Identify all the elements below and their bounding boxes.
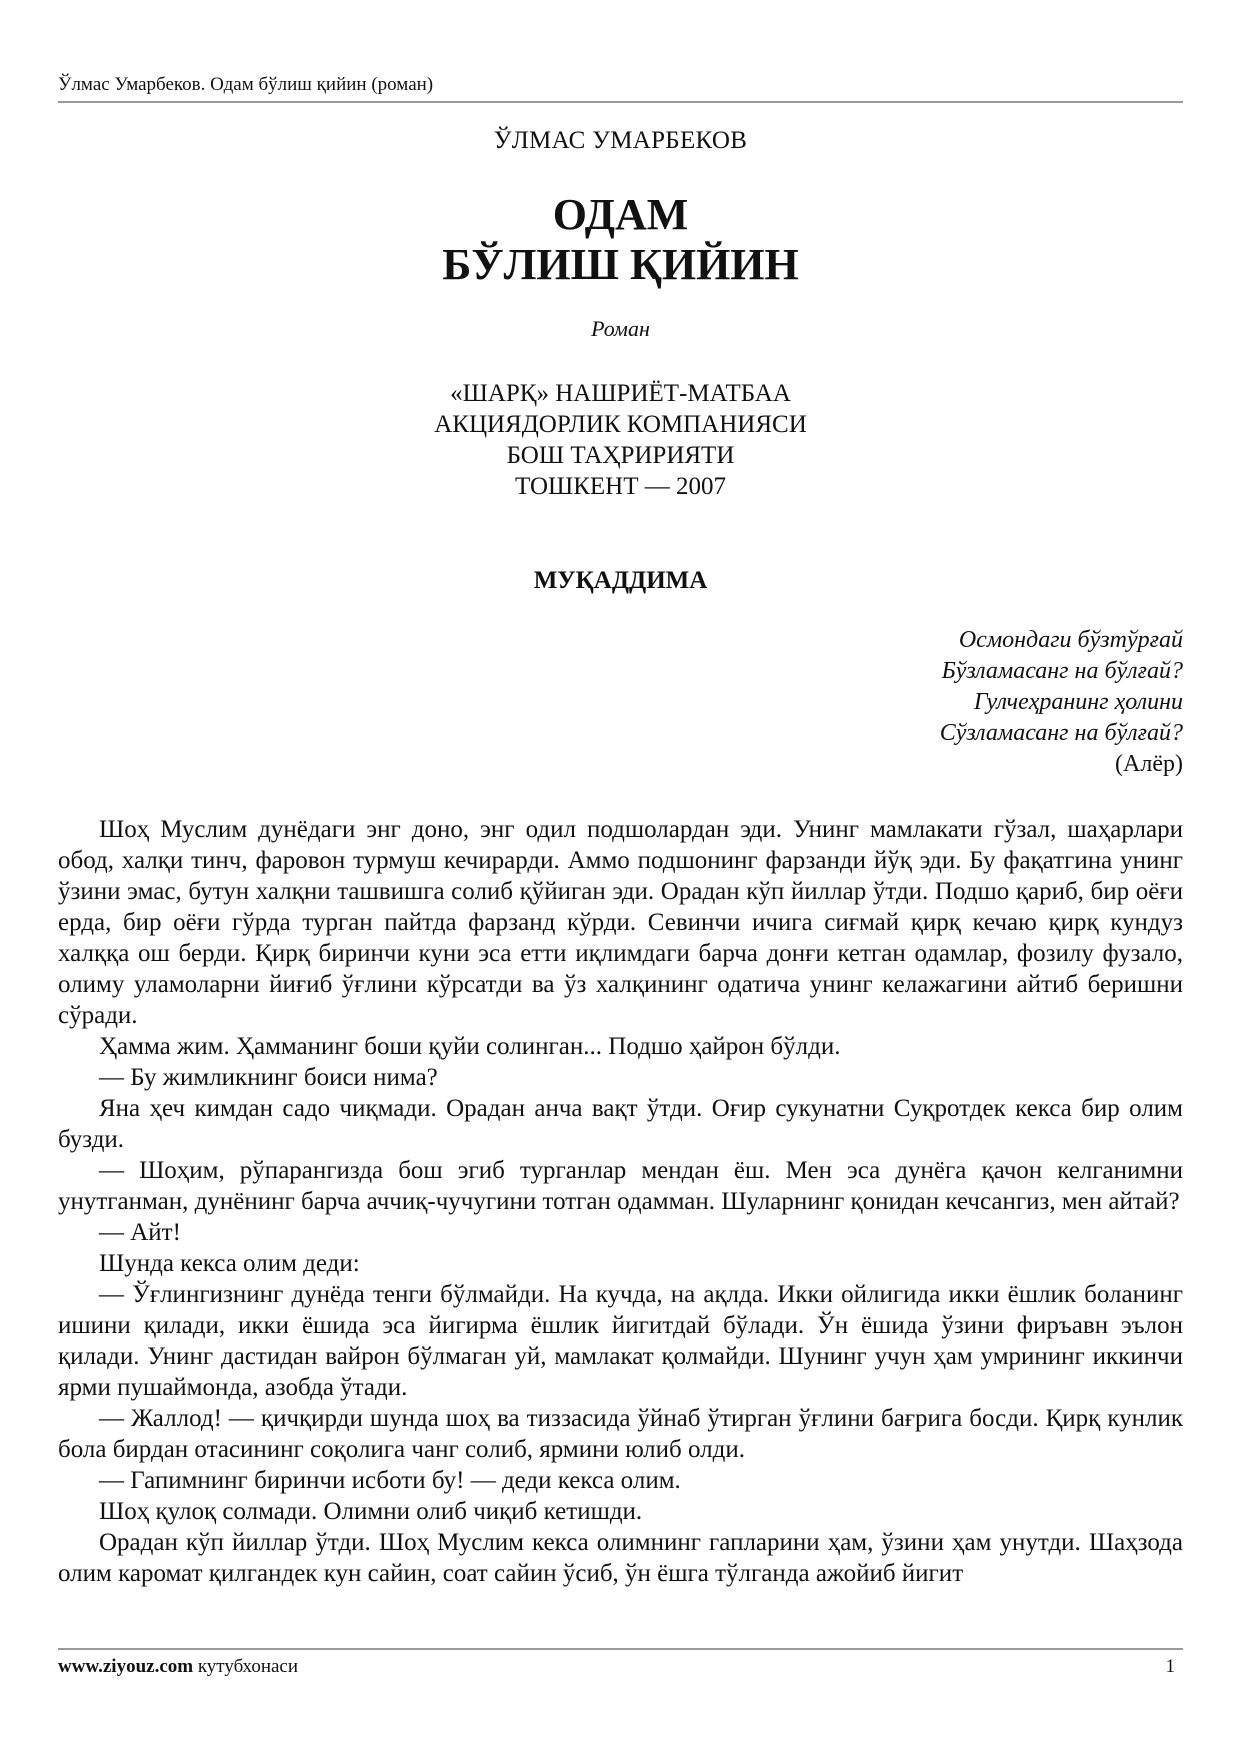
book-title-line-1: ОДАМ	[552, 190, 689, 239]
footer-library-label: кутубхонаси	[193, 1656, 299, 1677]
epigraph-line: Сўзламасанг на бўлғай?	[939, 720, 1183, 746]
footer-divider	[58, 1648, 1183, 1650]
epigraph-line: Осмондаги бўзтўрғай	[958, 627, 1183, 653]
publisher-line: АКЦИЯДОРЛИК КОМПАНИЯСИ	[434, 411, 807, 438]
publisher-city-year: ТОШКЕНТ — 2007	[515, 473, 726, 500]
publisher-block	[58, 378, 1183, 502]
epigraph-line: Бўзламасанг на бўлғай?	[941, 658, 1183, 684]
publisher-line: «ШАРҚ» НАШРИЁТ-МАТБАА	[450, 380, 791, 407]
paragraph: — Шоҳим, рўпарангизда бош эгиб турганлар мендан ёш. Мен эса дунёга қачон келганимни унутганман, дунёнинг барча аччиқ-чучугини тотган одамман. Шуларнинг қонидан кечсангиз, мен айтай?	[58, 1157, 1183, 1215]
epigraph	[940, 625, 1183, 780]
paragraph: — Ўғлингизнинг дунёда тенги бўлмайди. На кучда, на ақлда. Икки ойлигида икки ёшлик боланинг ишини қилади, икки ёшида эса йигирма ёшлик йигитдай бўлади. Ўн ёшида ўзини фиръавн эълон қилади. Унинг дастидан вайрон бўлмаган уй, мамлакат қолмайди. Шунинг учун ҳам умрининг иккинчи ярми пушаймонда, азобда ўтади.	[58, 1281, 1183, 1401]
epigraph-source: (Алёр)	[1115, 751, 1183, 777]
genre-label: Роман	[591, 316, 650, 341]
author-name: ЎЛМАС УМАРБЕКОВ	[493, 127, 748, 154]
header-divider	[58, 101, 1183, 103]
publisher-line: БОШ ТАҲРИРИЯТИ	[506, 442, 735, 469]
paragraph: — Гапимнинг биринчи исботи бу! — деди кекса олим.	[99, 1467, 681, 1494]
section-heading: МУҚАДДИМА	[533, 567, 708, 594]
paragraph: Шунда кекса олим деди:	[99, 1250, 360, 1277]
body-text	[58, 814, 1183, 1589]
paragraph: Шоҳ қулоқ солмади. Олимни олиб чиқиб кетишди.	[99, 1498, 643, 1525]
page-number: 1	[1165, 1656, 1175, 1677]
paragraph: Яна ҳеч кимдан садо чиқмади. Орадан анча вақт ўтди. Оғир сукунатни Суқротдек кекса бир олим бузди.	[58, 1095, 1183, 1153]
footer-site-link[interactable]: www.ziyouz.com	[58, 1656, 194, 1677]
paragraph: — Айт!	[99, 1219, 181, 1246]
footer-credit	[58, 1656, 298, 1678]
paragraph: Шоҳ Муслим дунёдаги энг доно, энг одил подшолардан эди. Унинг мамлакати гўзал, шаҳарлари обод, халқи тинч, фаровон турмуш кечирарди. Аммо подшонинг фарзанди йўқ эди. Бу фақатгина унинг ўзини эмас, бутун халқни ташвишга солиб қўйиган эди. Орадан кўп йиллар ўтди. Подшо қариб, бир оёғи ерда, бир оёғи гўрда турган пайтда фарзанд кўрди. Севинчи ичига сиғмай қирқ кечаю қирқ кундуз халққа ош берди. Қирқ биринчи куни эса етти иқлимдаги барча донғи кетган одамлар, фозилу фузало, олиму уламоларни йиғиб ўғлини кўрсатди ва ўз халқининг одатича унинг келажагини айтиб беришни сўради.	[58, 816, 1183, 1029]
paragraph: Ҳамма жим. Ҳамманинг боши қуйи солинган... Подшо ҳайрон бўлди.	[99, 1033, 841, 1060]
epigraph-line: Гулчеҳранинг ҳолини	[973, 689, 1183, 715]
paragraph: — Жаллод! — қичқирди шунда шоҳ ва тиззасида ўйнаб ўтирган ўғлини бағрига босди. Қирқ кунлик бола бирдан отасининг соқолига чанг солиб, ярмини юлиб олди.	[58, 1405, 1183, 1463]
running-header: Ўлмас Умарбеков. Одам бўлиш қийин (роман)	[58, 74, 434, 95]
paragraph: Орадан кўп йиллар ўтди. Шоҳ Муслим кекса олимнинг гапларини ҳам, ўзини ҳам унутди. Шаҳзода олим каромат қилгандек кун сайин, соат сайин ўсиб, ўн ёшга тўлганда ажойиб йигит	[58, 1529, 1183, 1587]
paragraph: — Бу жимликнинг боиси нима?	[99, 1064, 438, 1091]
book-title-line-2: БЎЛИШ ҚИЙИН	[442, 240, 799, 289]
